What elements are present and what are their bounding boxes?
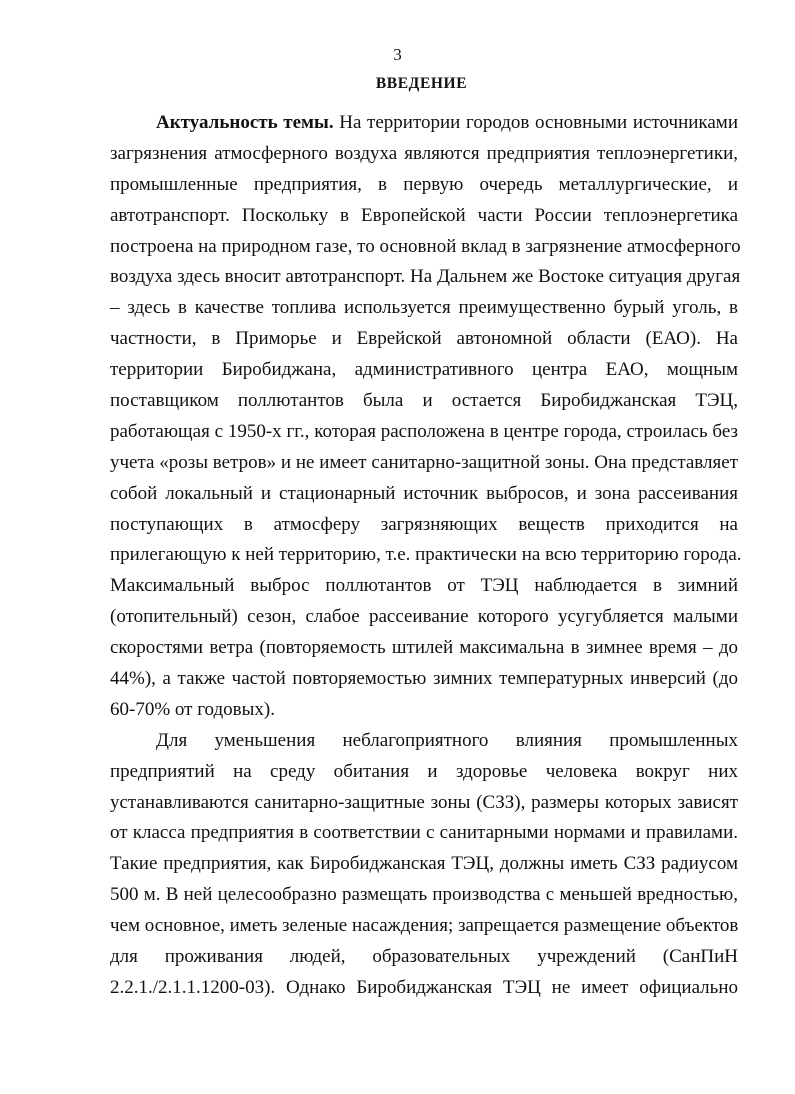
paragraph-line: для проживания людей, образовательных учреждений (СанПиН <box>110 946 738 968</box>
line-text: На территории городов основными источниками <box>333 112 738 133</box>
paragraph-line: скоростями ветра (повторяемость штилей максимальна в зимнее время – до <box>110 637 738 659</box>
paragraph-line: учета «розы ветров» и не имеет санитарно-защитной зоны. Она представляет <box>110 451 738 473</box>
paragraph-line: Такие предприятия, как Биробиджанская ТЭЦ, должны иметь СЗЗ радиусом <box>110 853 738 875</box>
paragraph-line: территории Биробиджана, административного центра ЕАО, мощным <box>110 359 738 381</box>
paragraph-line: Максимальный выброс поллютантов от ТЭЦ наблюдается в зимний <box>110 575 738 597</box>
paragraph-line: 44%), а также частой повторяемостью зимних температурных инверсий (до <box>110 668 738 690</box>
paragraph-line <box>110 108 738 139</box>
paragraph-line: 500 м. В ней целесообразно размещать производства с меньшей вредностью, <box>110 884 738 906</box>
paragraph-line: – здесь в качестве топлива используется преимущественно бурый уголь, в <box>110 297 738 319</box>
paragraph-line: частности, в Приморье и Еврейской автономной области (ЕАО). На <box>110 328 738 350</box>
paragraph-line: поставщиком поллютантов была и остается Биробиджанская ТЭЦ, <box>110 390 738 412</box>
paragraph-line: воздуха здесь вносит автотранспорт. На Дальнем же Востоке ситуация другая <box>110 266 741 288</box>
paragraph-line: построена на природном газе, то основной вклад в загрязнение атмосферного <box>110 235 741 257</box>
page-number: 3 <box>393 45 402 64</box>
paragraph-line: собой локальный и стационарный источник выбросов, и зона рассеивания <box>110 482 738 504</box>
paragraph-line: автотранспорт. Поскольку в Европейской части России теплоэнергетика <box>110 204 738 226</box>
body-text <box>110 108 742 1004</box>
paragraph-line: от класса предприятия в соответствии с санитарными нормами и правилами. <box>110 822 738 844</box>
paragraph-line: 2.2.1./2.1.1.1200-03). Однако Биробиджанская ТЭЦ не имеет официально <box>110 976 738 998</box>
paragraph-line: чем основное, иметь зеленые насаждения; запрещается размещение объектов <box>110 915 739 937</box>
paragraph-line: работающая с 1950-х гг., которая расположена в центре города, строилась без <box>110 420 738 442</box>
paragraph-line: (отопительный) сезон, слабое рассеивание которого усугубляется малыми <box>110 606 738 628</box>
paragraph-line: устанавливаются санитарно-защитные зоны (СЗЗ), размеры которых зависят <box>110 791 738 813</box>
paragraph-line: поступающих в атмосферу загрязняющих веществ приходится на <box>110 513 738 535</box>
paragraph-line: Для уменьшения неблагоприятного влияния промышленных <box>156 729 738 751</box>
paragraph-line: предприятий на среду обитания и здоровье человека вокруг них <box>110 760 738 782</box>
section-heading: ВВЕДЕНИЕ <box>375 75 468 92</box>
paragraph-line: промышленные предприятия, в первую очередь металлургические, и <box>110 173 738 195</box>
paragraph-line: прилегающую к ней территорию, т.е. практически на всю территорию города. <box>110 544 742 566</box>
paragraph-line: 60-70% от годовых). <box>110 698 275 720</box>
paragraph-line: загрязнения атмосферного воздуха являются предприятия теплоэнергетики, <box>110 142 738 164</box>
lead-phrase: Актуальность темы. <box>156 112 334 133</box>
